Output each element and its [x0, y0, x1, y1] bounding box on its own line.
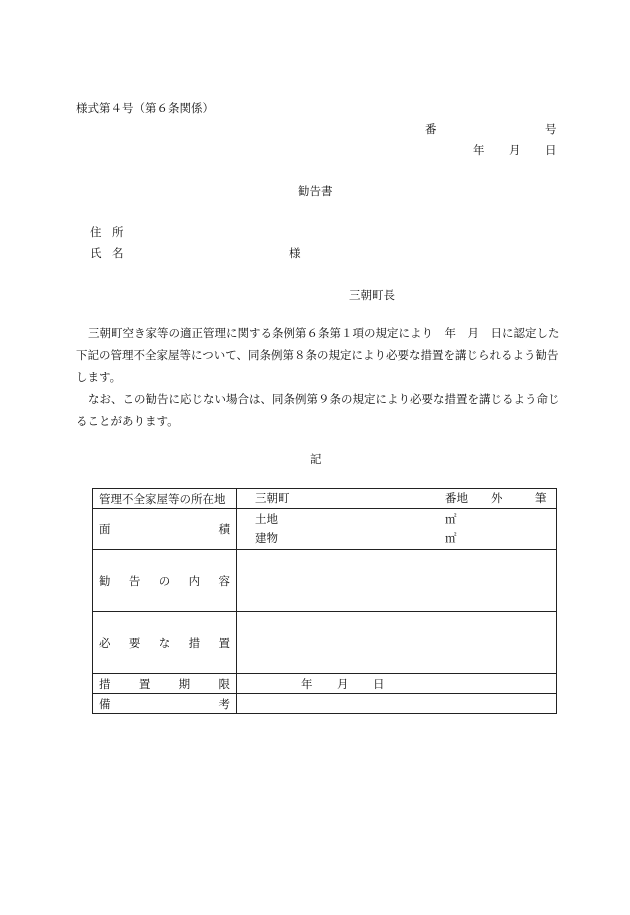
location-town: 三朝町 — [255, 491, 290, 505]
remarks-label — [93, 694, 237, 714]
area-building-unit: ㎡ — [445, 531, 457, 545]
remarks-cell — [237, 694, 557, 714]
period-month: 月 — [337, 676, 349, 691]
measures-label — [93, 612, 237, 674]
area-label-char: 面 — [99, 522, 111, 536]
measures-label-char: 必 — [99, 635, 111, 650]
content-label-char: 容 — [218, 573, 230, 588]
ki-heading: 記 — [310, 452, 322, 466]
body-paragraph-2: なお、この勧告に応じない場合は、同条例第９条の規定により必要な措置を講じるよう命じることがあります。 — [76, 392, 560, 428]
content-label-char: 内 — [188, 573, 201, 588]
table-row-location — [93, 489, 557, 509]
measures-label-char: 措 — [188, 635, 201, 650]
content-label — [93, 550, 237, 612]
remarks-label-char: 備 — [99, 696, 111, 711]
date-month-label: 月 — [509, 143, 521, 157]
content-label-char: の — [158, 573, 171, 588]
number-gou-label: 号 — [545, 122, 557, 136]
date-day-label: 日 — [545, 143, 557, 157]
table-row-content — [93, 550, 557, 612]
honorific-sama: 様 — [289, 246, 301, 260]
address-label-1: 住 — [90, 225, 102, 239]
date-year-label: 年 — [473, 143, 485, 157]
period-label-char: 限 — [218, 676, 230, 691]
body-text — [76, 322, 562, 432]
table-row-measures — [93, 612, 557, 674]
area-label — [93, 509, 237, 550]
address-label-2: 所 — [112, 225, 124, 239]
name-label-2: 名 — [112, 246, 124, 260]
area-cell — [237, 509, 557, 550]
measures-label-char: 置 — [218, 635, 230, 650]
location-soto: 外 — [491, 491, 503, 505]
area-building-label: 建物 — [255, 531, 278, 545]
number-ban-label: 番 — [425, 122, 437, 136]
details-table — [92, 488, 557, 714]
content-label-char: 告 — [128, 573, 141, 588]
table-row-area — [93, 509, 557, 550]
form-number: 様式第４号（第６条関係） — [76, 101, 214, 115]
location-banchi: 番地 — [445, 491, 468, 505]
area-label-char: 積 — [218, 522, 230, 536]
area-land-label: 土地 — [255, 512, 278, 526]
period-year: 年 — [301, 676, 313, 691]
period-label-char: 期 — [178, 676, 191, 691]
area-land-unit: ㎡ — [445, 512, 457, 526]
period-cell — [237, 674, 557, 694]
measures-label-char: な — [158, 635, 171, 650]
measures-cell — [237, 612, 557, 674]
location-hitsu: 筆 — [535, 491, 547, 505]
table-row-remarks — [93, 694, 557, 714]
period-label-char: 措 — [99, 676, 111, 691]
document-title: 勧告書 — [298, 184, 333, 198]
period-day: 日 — [373, 676, 385, 691]
period-label — [93, 674, 237, 694]
measures-label-char: 要 — [128, 635, 141, 650]
location-label: 管理不全家屋等の所在地 — [93, 489, 237, 509]
body-paragraph-1: 三朝町空き家等の適正管理に関する条例第６条第１項の規定により 年 月 日に認定した下記の管理不全家屋等について、同条例第８条の規定により必要な措置を講じられるよう勧告します。 — [76, 326, 560, 384]
content-cell — [237, 550, 557, 612]
remarks-label-char: 考 — [218, 696, 230, 711]
table-row-period — [93, 674, 557, 694]
name-label-1: 氏 — [90, 246, 102, 260]
issuer: 三朝町長 — [349, 288, 395, 302]
content-label-char: 勧 — [99, 573, 111, 588]
location-cell — [237, 489, 557, 509]
period-label-char: 置 — [138, 676, 151, 691]
